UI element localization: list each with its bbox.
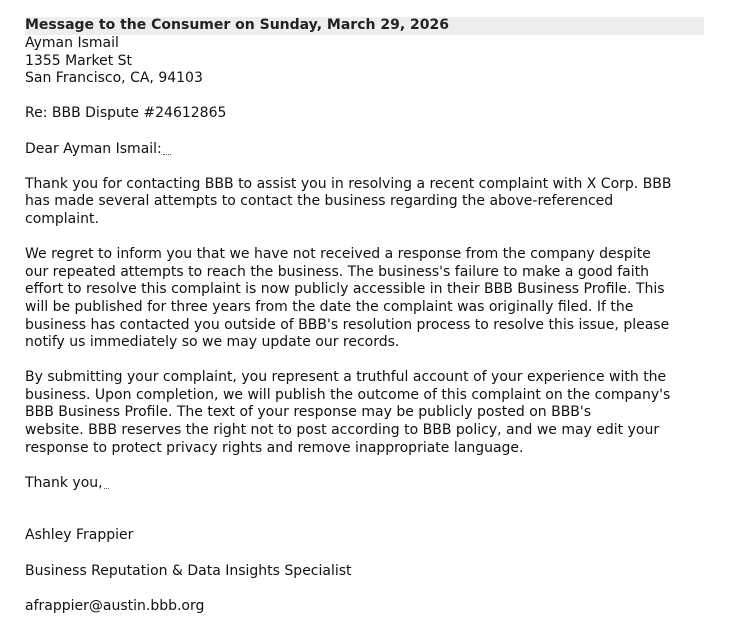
paragraph-line: BBB Business Profile. The text of your response may be publicly posted on BBB's xyxy=(25,404,592,421)
paragraph-line: complaint. xyxy=(25,210,99,227)
message-title: Message to the Consumer on Sunday, March 29, 2026 xyxy=(25,17,449,33)
spacer xyxy=(25,580,705,598)
paragraph-publication xyxy=(25,369,705,457)
salutation: Dear Ayman Ismail: xyxy=(25,140,162,157)
spacer xyxy=(25,352,705,370)
spacer xyxy=(25,492,705,527)
closing: Thank you, xyxy=(25,474,103,491)
paragraph-line: response to protect privacy rights and remove inappropriate language. xyxy=(25,439,524,456)
signature-email: afrappier@austin.bbb.org xyxy=(25,597,205,614)
recipient-city: San Francisco, CA, 94103 xyxy=(25,70,203,87)
spacer xyxy=(25,88,705,106)
spacer xyxy=(25,545,705,563)
spacer xyxy=(25,123,705,141)
closing-row xyxy=(25,475,705,493)
paragraph-intro xyxy=(25,176,705,229)
recipient-street: 1355 Market St xyxy=(25,52,133,69)
paragraph-line: By submitting your complaint, you represent a truthful account of your experience with the xyxy=(25,369,667,386)
salutation-row xyxy=(25,141,705,159)
recipient-name: Ayman Ismail xyxy=(25,35,119,51)
paragraph-line: our repeated attempts to reach the business. The business's failure to make a good faith xyxy=(25,263,649,280)
signature-title: Business Reputation & Data Insights Specialist xyxy=(25,562,352,579)
paragraph-line: has made several attempts to contact the business regarding the above-referenced xyxy=(25,193,614,210)
paragraph-no-response xyxy=(25,246,705,352)
spacer xyxy=(25,158,705,176)
paragraph-line: notify us immediately so we may update our records. xyxy=(25,334,400,351)
paragraph-line: We regret to inform you that we have not received a response from the company despite xyxy=(25,246,651,263)
paragraph-line: business has contacted you outside of BBB's resolution process to resolve this issue, please xyxy=(25,316,670,333)
paragraph-line: will be published for three years from the date the complaint was originally filed. If the xyxy=(25,298,634,315)
spacer xyxy=(25,457,705,475)
paragraph-line: Thank you for contacting BBB to assist you in resolving a recent complaint with X Corp. BBB xyxy=(25,175,672,192)
re-line: Re: BBB Dispute #24612865 xyxy=(25,105,227,122)
message-document xyxy=(25,17,705,615)
paragraph-line: website. BBB reserves the right not to post according to BBB policy, and we may edit your xyxy=(25,422,660,439)
spellcheck-marker-icon xyxy=(104,483,109,489)
paragraph-line: business. Upon completion, we will publish the outcome of this complaint on the company's xyxy=(25,386,671,403)
spellcheck-marker-icon xyxy=(163,148,171,155)
paragraph-line: effort to resolve this complaint is now publicly accessible in their BBB Business Profile. This xyxy=(25,281,665,298)
message-header xyxy=(25,17,704,35)
spacer xyxy=(25,229,705,247)
signature-name: Ashley Frappier xyxy=(25,527,134,544)
